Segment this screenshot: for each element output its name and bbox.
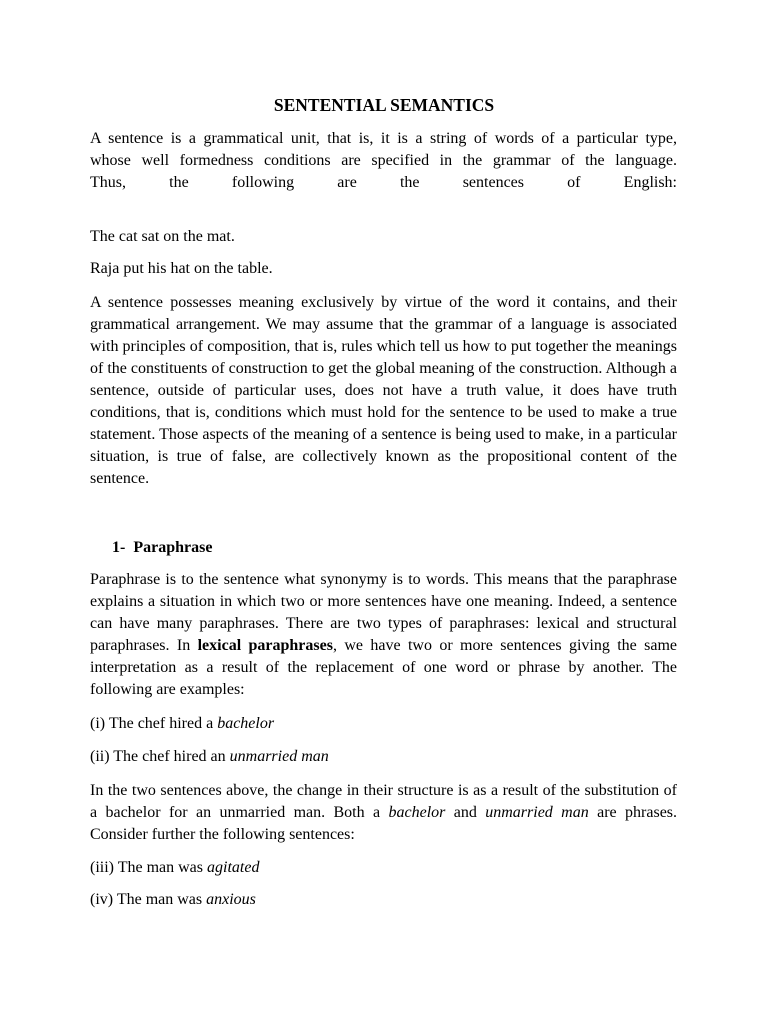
- intro-line-2: whose well formedness conditions are specified in the grammar of the language.: [90, 152, 677, 169]
- example-iii: [90, 857, 677, 879]
- change-italic-bachelor: bachelor: [388, 804, 446, 821]
- example-i-text: (i) The chef hired a: [90, 715, 218, 732]
- paraphrase-text-2: , we have two or more sentences giving the same interpretation as a result of the replacement of one word or phrase by another. The following are examples:: [90, 637, 677, 698]
- example-iv-text: (iv) The man was: [90, 891, 207, 908]
- example-iii-text: (iii) The man was: [90, 859, 208, 876]
- change-text-3: are phrases. Consider further the following sentences:: [90, 804, 678, 843]
- change-text-1: In the two sentences above, the change in their structure is as a result of the substitution of a bachelor for an unmarried man. Both a: [90, 782, 677, 821]
- example-sentence-1: The cat sat on the mat.: [90, 228, 235, 245]
- example-ii-italic: unmarried man: [229, 748, 329, 765]
- section-title: Paraphrase: [133, 539, 213, 556]
- example-i: [90, 713, 677, 735]
- change-paragraph: [90, 780, 677, 846]
- example-ii-text: (ii) The chef hired an: [90, 748, 230, 765]
- example-iv-italic: anxious: [206, 891, 256, 908]
- example-sentence-2: Raja put his hat on the table.: [90, 260, 273, 277]
- example-i-italic: bachelor: [217, 715, 275, 732]
- paraphrase-text-1: Paraphrase is to the sentence what synonymy is to words. This means that the paraphrase explains a situation in which two or more sentences have one meaning. Indeed, a sentence can have many paraphrases. There are two types of paraphrases: lexical and structural paraphrases. In: [90, 571, 677, 654]
- example-iii-italic: agitated: [207, 859, 260, 876]
- intro-line-1: A sentence is a grammatical unit, that is, it is a string of words of a particular type,: [90, 130, 677, 147]
- section-number: 1-: [112, 539, 126, 556]
- change-text-2: and: [445, 804, 486, 821]
- intro-paragraph: [90, 128, 677, 194]
- intro-line-3: Thus, the following are the sentences of English:: [90, 174, 677, 191]
- paraphrase-paragraph: [90, 569, 677, 701]
- lexical-paraphrases-term: lexical paraphrases: [197, 637, 333, 654]
- example-ii: [90, 746, 677, 768]
- change-italic-unmarried-man: unmarried man: [485, 804, 589, 821]
- section-heading: [90, 537, 677, 559]
- meaning-paragraph: A sentence possesses meaning exclusively by virtue of the word it contains, and their grammatical arrangement. We may assume that the grammar of a language is associated with principles of composition, that is, rules which tell us how to put together the meanings of the constituents of construction to get the global meaning of the construction. Although a sentence, outside of particular uses, does not have a truth value, it does have truth conditions, that is, conditions which must hold for the sentence to be used to make a true statement. Those aspects of the meaning of a sentence is being used to make, in a particular situation, is true of false, are collectively known as the propositional content of the sentence.: [90, 294, 677, 487]
- page-title: SENTENTIAL SEMANTICS: [273, 95, 495, 115]
- example-iv: [90, 889, 677, 911]
